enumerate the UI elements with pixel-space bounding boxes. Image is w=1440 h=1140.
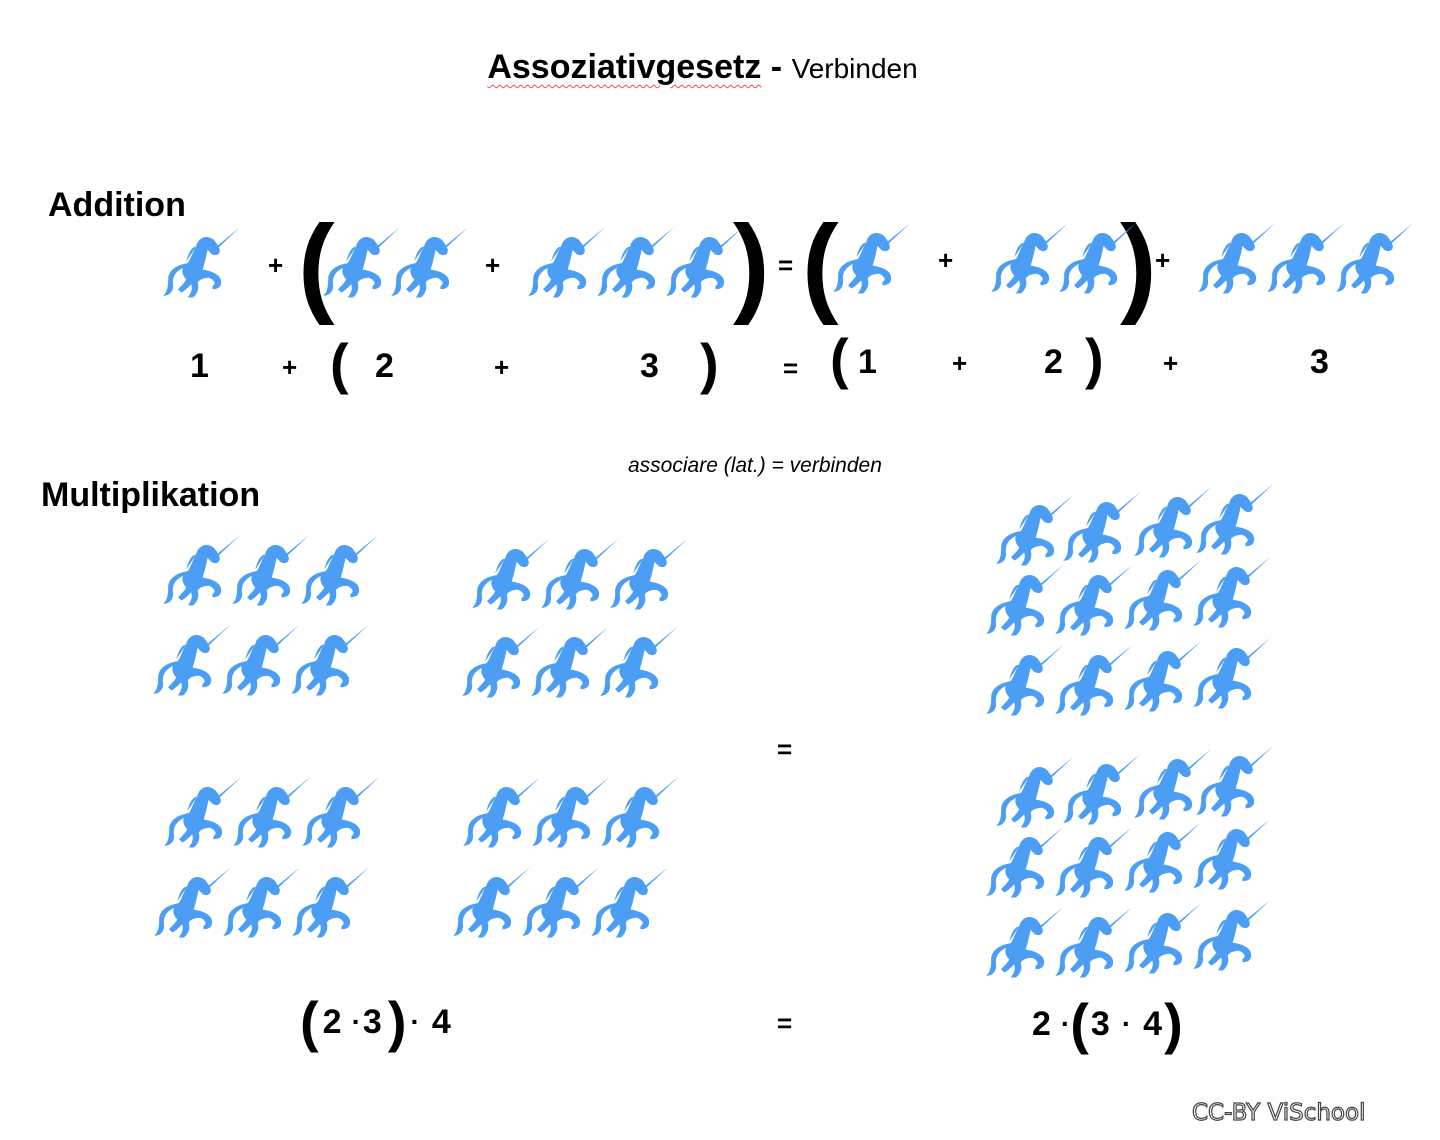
plus-sign: + xyxy=(282,352,298,382)
page-title xyxy=(0,48,1405,87)
unicorn-icon xyxy=(598,772,680,854)
number-3: 3 xyxy=(640,347,659,385)
plus-sign: + xyxy=(1163,348,1179,378)
open-parenthesis: ( xyxy=(300,990,319,1053)
close-parenthesis: ) xyxy=(733,203,770,326)
number-2: 2 xyxy=(1044,343,1063,381)
addition-heading: Addition xyxy=(48,186,186,224)
unicorn-icon xyxy=(597,622,679,704)
multiply-dot: · xyxy=(1121,1008,1132,1039)
unicorn-icon xyxy=(588,862,670,944)
factor-4: 4 xyxy=(431,1003,451,1041)
unicorn-icon xyxy=(1190,895,1272,977)
unicorn-icon xyxy=(1190,552,1272,634)
equals-sign: = xyxy=(777,734,793,764)
unicorn-icon xyxy=(289,862,371,944)
factor-2: 2 xyxy=(322,1003,342,1041)
unicorn-icon xyxy=(298,530,380,612)
close-parenthesis: ) xyxy=(1164,992,1183,1055)
unicorn-icon xyxy=(299,772,381,854)
close-parenthesis: ) xyxy=(1085,327,1104,390)
open-parenthesis: ( xyxy=(802,203,839,326)
factor-4: 4 xyxy=(1143,1005,1163,1043)
number-3: 3 xyxy=(1310,343,1329,381)
number-1: 1 xyxy=(190,347,209,385)
open-parenthesis: ( xyxy=(1070,992,1089,1055)
credit-label: CC-BY ViSchool xyxy=(1192,1100,1366,1126)
number-2: 2 xyxy=(375,347,394,385)
left-expression xyxy=(300,990,451,1053)
unicorn-icon xyxy=(830,218,912,300)
plus-sign: + xyxy=(1155,245,1171,275)
factor-3: 3 xyxy=(1090,1005,1110,1043)
multiply-dot: · xyxy=(351,1006,361,1037)
multiply-dot: · xyxy=(1060,1008,1071,1039)
equals-sign: = xyxy=(777,1008,793,1038)
unicorn-icon xyxy=(607,534,689,616)
right-expression xyxy=(1032,992,1183,1055)
unicorn-icon xyxy=(1056,218,1138,300)
unicorn-icon xyxy=(663,222,745,304)
plus-sign: + xyxy=(494,352,510,382)
unicorn-icon xyxy=(160,222,242,304)
factor-3: 3 xyxy=(362,1003,382,1041)
unicorn-icon xyxy=(1190,633,1272,715)
plus-sign: + xyxy=(485,250,501,280)
close-parenthesis: ) xyxy=(700,332,719,395)
unicorn-icon xyxy=(1193,479,1275,561)
equals-sign: = xyxy=(783,353,799,383)
unicorn-icon xyxy=(288,620,370,702)
unicorn-icon xyxy=(1190,814,1272,896)
plus-sign: + xyxy=(952,348,968,378)
factor-2: 2 xyxy=(1032,1005,1051,1043)
open-parenthesis: ( xyxy=(830,327,849,390)
open-parenthesis: ( xyxy=(330,332,349,395)
title-separator: - xyxy=(770,48,783,86)
unicorn-icon xyxy=(1193,741,1275,823)
multiply-dot: · xyxy=(410,1006,420,1037)
latin-note: associare (lat.) = verbinden xyxy=(628,454,882,477)
unicorn-icon xyxy=(388,222,470,304)
close-parenthesis: ) xyxy=(387,990,407,1053)
title-main: Assoziativgesetz xyxy=(487,48,762,86)
plus-sign: + xyxy=(268,250,284,280)
equals-sign: = xyxy=(778,250,794,280)
number-1: 1 xyxy=(858,343,877,381)
multiplication-heading: Multiplikation xyxy=(41,476,261,514)
open-parenthesis: ( xyxy=(298,203,335,326)
unicorn-icon xyxy=(1333,218,1415,300)
plus-sign: + xyxy=(938,245,954,275)
title-subtitle: Verbinden xyxy=(791,53,918,84)
close-parenthesis: ) xyxy=(1120,203,1157,326)
